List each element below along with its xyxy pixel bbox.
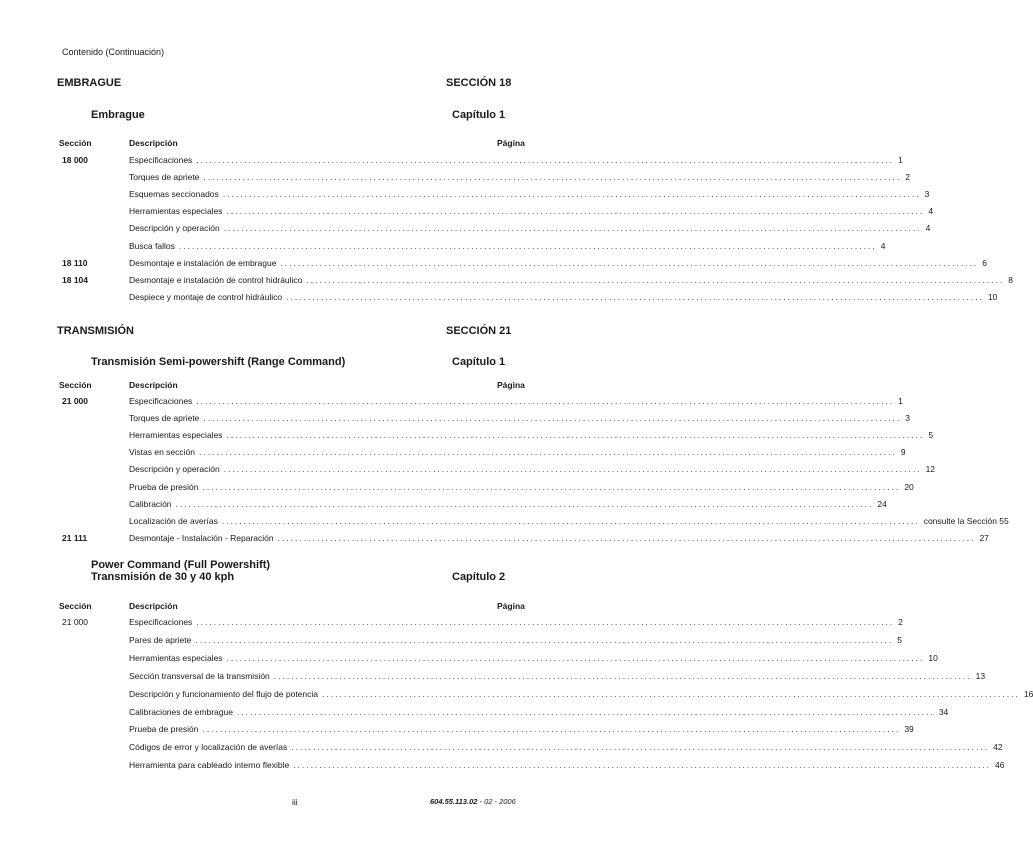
toc-row bbox=[0, 396, 903, 413]
toc-row bbox=[0, 206, 934, 223]
entry-page: 34 bbox=[938, 706, 949, 717]
toc-entry-link[interactable] bbox=[129, 515, 1009, 526]
entry-description: Prueba de presión bbox=[129, 724, 199, 735]
chapter-label: Capítulo 1 bbox=[452, 356, 506, 368]
dot-leader: ................................................................................................................................................................ bbox=[222, 189, 921, 200]
entry-description: Descripción y operación bbox=[129, 464, 220, 475]
dot-leader: ................................................................................................................................................................ bbox=[223, 464, 922, 475]
col-header-page: Página bbox=[497, 601, 525, 611]
entry-page: 9 bbox=[900, 447, 906, 458]
toc-entry-link[interactable] bbox=[129, 240, 886, 251]
toc-entry-link[interactable] bbox=[129, 396, 903, 406]
dot-leader: ................................................................................................................................................................ bbox=[178, 240, 877, 251]
entry-page: 24 bbox=[877, 498, 887, 509]
toc-entry-link[interactable] bbox=[129, 430, 934, 441]
toc-row bbox=[0, 291, 998, 309]
entry-description: Calibraciones de embrague bbox=[129, 706, 233, 717]
dot-leader: ................................................................................................................................................................ bbox=[280, 257, 979, 268]
toc-entry-link[interactable] bbox=[129, 206, 934, 217]
entry-description: Especificaciones bbox=[129, 155, 193, 165]
section-name-embrague: EMBRAGUE bbox=[57, 77, 122, 89]
dot-leader: ................................................................................................................................................................ bbox=[175, 498, 874, 509]
dot-leader: ................................................................................................................................................................ bbox=[202, 481, 901, 492]
entry-page: 12 bbox=[925, 464, 936, 475]
toc-row bbox=[0, 515, 1009, 533]
toc-row bbox=[0, 742, 1003, 759]
entry-page: 10 bbox=[987, 291, 998, 302]
col-header-section: Sección bbox=[59, 138, 92, 148]
entry-description: Herramientas especiales bbox=[129, 652, 223, 663]
entry-description: Torques de apriete bbox=[129, 413, 200, 424]
toc-row bbox=[0, 688, 1033, 706]
entry-page: 39 bbox=[904, 724, 914, 735]
chapter-subtitle-power-command: Transmisión de 30 y 40 kph bbox=[91, 571, 235, 583]
doc-date: - 02 - 2006 bbox=[477, 797, 516, 806]
chapter-label: Capítulo 1 bbox=[452, 109, 506, 121]
toc-entry-link[interactable] bbox=[129, 447, 906, 458]
col-header-section: Sección bbox=[59, 380, 92, 390]
toc-row bbox=[0, 430, 934, 447]
col-header-page: Página bbox=[497, 138, 525, 148]
dot-leader: ................................................................................................................................................................ bbox=[226, 430, 925, 441]
entry-page: 1 bbox=[898, 396, 903, 406]
entry-page: consulte la Sección 55 bbox=[923, 515, 1009, 526]
toc-entry-link[interactable] bbox=[129, 617, 903, 627]
dot-leader: ................................................................................................................................................................ bbox=[277, 532, 976, 543]
dot-leader: ................................................................................................................................................................ bbox=[286, 291, 984, 302]
entry-description: Vistas en sección bbox=[129, 447, 195, 458]
toc-entry-link[interactable] bbox=[129, 688, 1033, 699]
toc-entry-link[interactable] bbox=[129, 634, 902, 645]
entry-description: Calibración bbox=[129, 498, 172, 509]
section-code: 21 111 bbox=[62, 532, 88, 543]
toc-entry-link[interactable] bbox=[129, 464, 936, 475]
toc-row bbox=[0, 172, 911, 189]
toc-row bbox=[0, 223, 931, 240]
dot-leader: ................................................................................................................................................................ bbox=[291, 742, 990, 753]
entry-page: 1 bbox=[898, 155, 903, 165]
toc-row bbox=[0, 670, 986, 688]
entry-page: 4 bbox=[928, 206, 934, 217]
chapter-title-embrague: Embrague bbox=[91, 109, 145, 121]
entry-description: Torques de apriete bbox=[129, 172, 200, 183]
toc-row bbox=[0, 706, 949, 724]
toc-entry-link[interactable] bbox=[129, 742, 1003, 753]
toc-entry-link[interactable] bbox=[129, 172, 911, 183]
toc-row bbox=[0, 532, 989, 550]
toc-row bbox=[0, 447, 906, 464]
continuation-header: Contenido (Continuación) bbox=[62, 47, 165, 57]
dot-leader: ................................................................................................................................................................ bbox=[236, 706, 935, 717]
toc-row bbox=[0, 274, 1013, 292]
dot-leader: ................................................................................................................................................................ bbox=[223, 223, 922, 234]
dot-leader: ................................................................................................................................................................ bbox=[273, 670, 972, 681]
entry-page: 42 bbox=[993, 742, 1003, 753]
entry-description: Descripción y funcionamiento del flujo de potencia bbox=[129, 688, 319, 699]
col-header-description: Descripción bbox=[129, 380, 178, 390]
toc-entry-link[interactable] bbox=[129, 155, 903, 165]
entry-description: Herramientas especiales bbox=[129, 206, 223, 217]
entry-description: Especificaciones bbox=[129, 396, 193, 406]
toc-row bbox=[0, 257, 988, 275]
entry-description: Especificaciones bbox=[129, 617, 193, 627]
page-number: iii bbox=[292, 797, 298, 807]
entry-description: Sección transversal de la transmisión bbox=[129, 670, 270, 681]
toc-row bbox=[0, 652, 938, 670]
document-number bbox=[430, 797, 516, 806]
chapter-title-semi-powershift: Transmisión Semi-powershift (Range Command) bbox=[91, 356, 346, 368]
toc-entry-link[interactable] bbox=[129, 291, 998, 302]
entry-description: Descripción y operación bbox=[129, 223, 220, 234]
dot-leader: ................................................................................................................................................................ bbox=[203, 413, 902, 424]
entry-description: Busca fallos bbox=[129, 240, 175, 251]
toc-entry-link[interactable] bbox=[129, 724, 914, 735]
toc-row bbox=[0, 189, 930, 206]
chapter-title-power-command: Power Command (Full Powershift) bbox=[91, 559, 271, 571]
toc-entry-link[interactable] bbox=[129, 706, 949, 717]
entry-page: 20 bbox=[904, 481, 914, 492]
toc-entry-link[interactable] bbox=[129, 257, 988, 268]
entry-page: 13 bbox=[975, 670, 986, 681]
section-code: 21 000 bbox=[62, 617, 88, 627]
toc-row bbox=[0, 634, 902, 652]
entry-page: 3 bbox=[905, 413, 911, 424]
chapter-label: Capítulo 2 bbox=[452, 571, 506, 583]
entry-page: 2 bbox=[898, 617, 903, 627]
col-header-page: Página bbox=[497, 380, 525, 390]
toc-row bbox=[0, 760, 1005, 777]
toc-row bbox=[0, 413, 911, 430]
dot-leader: ................................................................................................................................................................ bbox=[322, 688, 1020, 699]
dot-leader: ................................................................................................................................................................ bbox=[221, 515, 920, 526]
toc-row bbox=[0, 724, 914, 741]
toc-entry-link[interactable] bbox=[129, 652, 938, 663]
entry-description: Códigos de error y localización de averías bbox=[129, 742, 288, 753]
toc-entry-link[interactable] bbox=[129, 413, 911, 424]
dot-leader: ................................................................................................................................................................ bbox=[293, 760, 992, 771]
toc-row bbox=[0, 617, 903, 634]
entry-page: 2 bbox=[905, 172, 911, 183]
section-label-18: SECCIÓN 18 bbox=[446, 77, 512, 89]
entry-description: Prueba de presión bbox=[129, 481, 199, 492]
dot-leader: ................................................................................................................................................................ bbox=[226, 206, 925, 217]
toc-row bbox=[0, 155, 903, 172]
toc-entry-link[interactable] bbox=[129, 189, 930, 200]
entry-description: Herramienta para cableado interno flexible bbox=[129, 760, 290, 771]
entry-page: 4 bbox=[880, 240, 886, 251]
section-code: 18 000 bbox=[62, 155, 88, 165]
dot-leader: ................................................................................................................................................................ bbox=[202, 724, 901, 735]
entry-description: Despiece y montaje de control hidráulico bbox=[129, 291, 283, 302]
dot-leader: ................................................................................................................................................................ bbox=[226, 652, 925, 663]
entry-page: 27 bbox=[979, 532, 989, 543]
section-label-21: SECCIÓN 21 bbox=[446, 325, 512, 337]
entry-description: Desmontaje e instalación de control hidráulico bbox=[129, 274, 303, 285]
entry-description: Desmontaje e instalación de embrague bbox=[129, 257, 277, 268]
entry-page: 4 bbox=[925, 223, 931, 234]
section-code: 21 000 bbox=[62, 396, 88, 406]
col-header-section: Sección bbox=[59, 601, 92, 611]
toc-row bbox=[0, 240, 886, 258]
toc-entry-link[interactable] bbox=[129, 532, 989, 543]
toc-entry-link[interactable] bbox=[129, 481, 914, 492]
entry-page: 5 bbox=[897, 634, 902, 645]
dot-leader: ................................................................................................................................................................ bbox=[195, 634, 894, 645]
dot-leader: ................................................................................................................................................................ bbox=[196, 617, 895, 627]
dot-leader: ................................................................................................................................................................ bbox=[196, 396, 895, 406]
entry-page: 8 bbox=[1008, 274, 1013, 285]
section-name-transmision: TRANSMISIÓN bbox=[57, 325, 134, 337]
toc-row bbox=[0, 498, 887, 516]
entry-page: 5 bbox=[928, 430, 934, 441]
col-header-description: Descripción bbox=[129, 138, 178, 148]
toc-row bbox=[0, 464, 936, 481]
toc-entry-link[interactable] bbox=[129, 274, 1013, 285]
entry-page: 6 bbox=[982, 257, 988, 268]
doc-number: 604.55.113.02 bbox=[430, 797, 478, 806]
entry-description: Herramientas especiales bbox=[129, 430, 223, 441]
toc-entry-link[interactable] bbox=[129, 670, 986, 681]
toc-entry-link[interactable] bbox=[129, 760, 1005, 771]
section-code: 18 104 bbox=[62, 274, 88, 285]
toc-row bbox=[0, 481, 914, 499]
entry-description: Desmontaje - Instalación - Reparación bbox=[129, 532, 274, 543]
entry-page: 10 bbox=[928, 652, 938, 663]
toc-entry-link[interactable] bbox=[129, 498, 887, 509]
toc-entry-link[interactable] bbox=[129, 223, 931, 234]
col-header-description: Descripción bbox=[129, 601, 178, 611]
dot-leader: ................................................................................................................................................................ bbox=[203, 172, 902, 183]
entry-page: 46 bbox=[995, 760, 1005, 771]
entry-description: Pares de apriete bbox=[129, 634, 192, 645]
section-code: 18 110 bbox=[62, 257, 88, 268]
entry-description: Esquemas seccionados bbox=[129, 189, 219, 200]
entry-page: 16 bbox=[1023, 688, 1033, 699]
dot-leader: ................................................................................................................................................................ bbox=[306, 274, 1005, 285]
dot-leader: ................................................................................................................................................................ bbox=[196, 155, 895, 165]
entry-page: 3 bbox=[924, 189, 930, 200]
dot-leader: ................................................................................................................................................................ bbox=[199, 447, 897, 458]
entry-description: Localización de averías bbox=[129, 515, 218, 526]
